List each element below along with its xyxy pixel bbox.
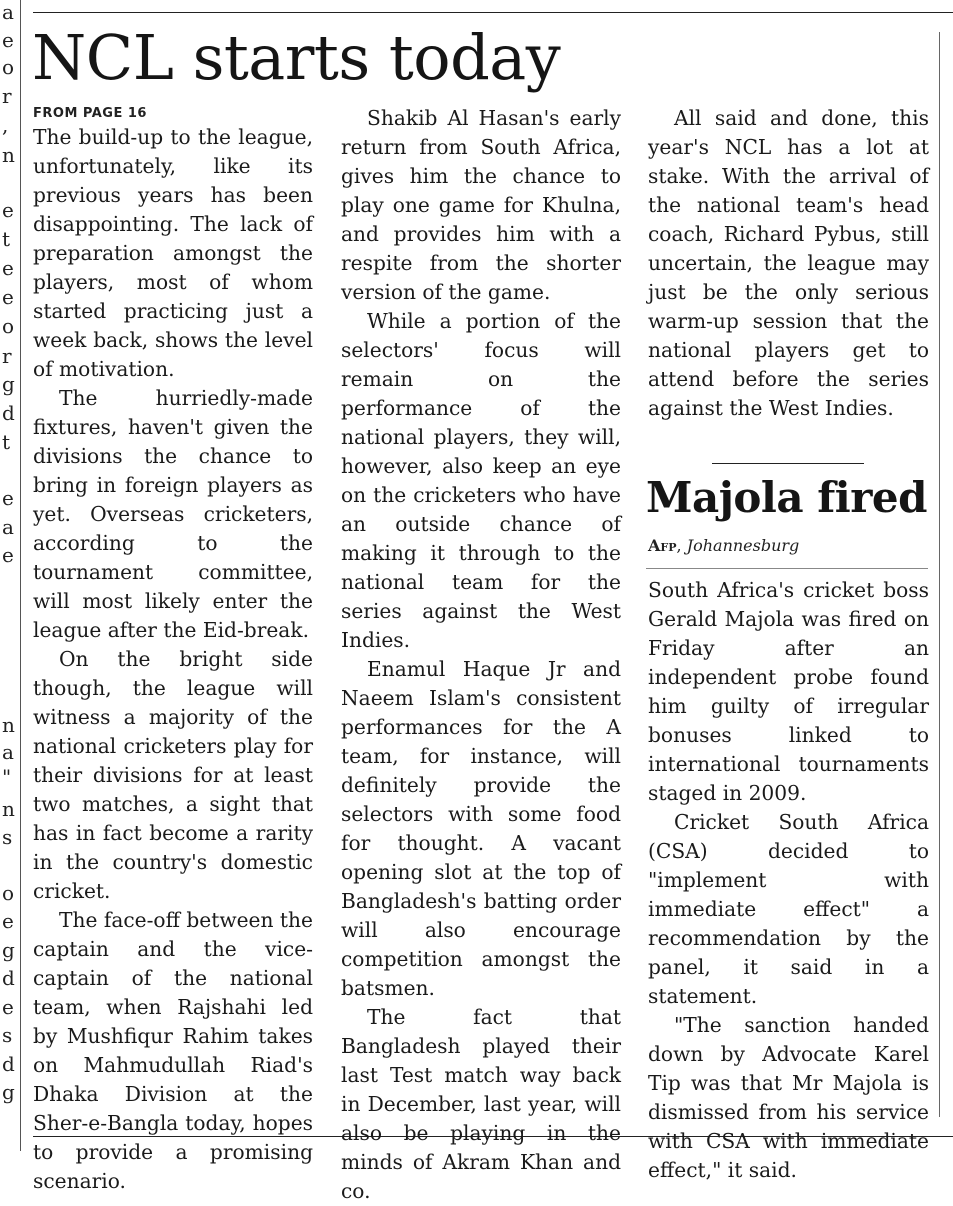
- gutter-letter: s: [2, 1023, 13, 1047]
- gutter-letter: e: [2, 486, 14, 510]
- right-edge-rule: [939, 32, 940, 1117]
- top-rule: [33, 12, 953, 13]
- brief-headline: Majola fired: [646, 473, 927, 522]
- gutter-letter: a: [2, 515, 14, 539]
- lead-paragraph-5: Shakib Al Hasan's early return from South Africa, gives him the chance to play one game for Khulna, and provides him with a respite from the shorter version of the game.: [341, 106, 621, 304]
- lead-paragraph-3: On the bright side though, the league will witness a majority of the national cricketers play for their divisions for at least two matches, a sight that has in fact become a rarity in the country's domestic cricket.: [33, 647, 313, 903]
- gutter-letter: a: [2, 0, 14, 24]
- gutter-letter: g: [2, 1080, 15, 1104]
- brief-paragraph-2: Cricket South Africa (CSA) decided to "implement with immediate effect" a recommendation by the panel, it said in a statement.: [648, 810, 929, 1008]
- lead-paragraph-9: All said and done, this year's NCL has a lot at stake. With the arrival of the national team's head coach, Richard Pybus, still uncertain, the league may just be the only serious warm-up session that the national players get to attend before the series against the West Indies.: [648, 106, 929, 420]
- column-2: [341, 104, 621, 1206]
- gutter-letter: o: [2, 881, 15, 905]
- gutter-letter: ": [2, 765, 12, 789]
- column-3: [648, 104, 929, 423]
- byline-location: Johannesburg: [686, 536, 800, 555]
- lead-paragraph-4: The face-off between the captain and the vice-captain of the national team, when Rajshahi led by Mushfiqur Rahim takes on Mahmudullah Riad's Dhaka Division at the Sher-e-Bangla today, hopes to provide a promising scenario.: [33, 908, 313, 1193]
- gutter-letter: e: [2, 28, 14, 52]
- lead-paragraph-7: Enamul Haque Jr and Naeem Islam's consistent performances for the A team, for instance, will definitely provide the selectors with some food for thought. A vacant opening slot at the top of Bangladesh's batting order will also encourage competition amongst the batsmen.: [341, 657, 621, 1000]
- gutter-letter: s: [2, 825, 13, 849]
- gutter-letter: r: [2, 84, 12, 108]
- gutter-letter: o: [2, 55, 15, 79]
- brief-paragraph-1: South Africa's cricket boss Gerald Majola was fired on Friday after an independent probe found him guilty of irregular bonuses linked to international tournaments staged in 2009.: [648, 578, 929, 805]
- gutter-letter: d: [2, 1052, 15, 1076]
- gutter-letter: ,: [2, 113, 9, 137]
- brief-column: [648, 576, 929, 1185]
- gutter-letter: t: [2, 430, 11, 454]
- column-1: [33, 123, 313, 1196]
- left-column-divider: [20, 0, 21, 1151]
- byline-rule: [646, 568, 928, 569]
- jump-line: FROM PAGE 16: [33, 106, 147, 121]
- gutter-letter: g: [2, 372, 15, 396]
- lead-paragraph-8: The fact that Bangladesh played their last Test match way back in December, last year, will also be playing in the minds of Akram Khan and co.: [341, 1005, 621, 1203]
- headline: NCL starts today: [32, 21, 561, 94]
- gutter-letter: r: [2, 344, 12, 368]
- gutter-letter: e: [2, 198, 14, 222]
- lead-paragraph-1: The build-up to the league, unfortunately, like its previous years has been disappointing. The lack of preparation amongst the players, most of whom started practicing just a week back, shows the level of motivation.: [33, 125, 313, 381]
- gutter-letter: e: [2, 285, 14, 309]
- gutter-letter: n: [2, 713, 15, 737]
- byline-agency: Afp: [648, 536, 677, 555]
- gutter-letter: e: [2, 995, 14, 1019]
- lead-paragraph-6: While a portion of the selectors' focus will remain on the performance of the national players, they will, however, also keep an eye on the cricketers who have an outside chance of making it through to the national team for the series against the West Indies.: [341, 309, 621, 652]
- gutter-letter: g: [2, 938, 15, 962]
- gutter-letter: d: [2, 401, 15, 425]
- byline: Afp, Johannesburg: [648, 536, 800, 555]
- gutter-letter: t: [2, 227, 11, 251]
- gutter-letter: e: [2, 256, 14, 280]
- story-separator: [712, 463, 864, 464]
- gutter-letter: o: [2, 314, 15, 338]
- gutter-letter: a: [2, 740, 14, 764]
- gutter-letter: e: [2, 909, 14, 933]
- gutter-letter: e: [2, 543, 14, 567]
- lead-paragraph-2: The hurriedly-made fixtures, haven't given the divisions the chance to bring in foreign players as yet. Overseas cricketers, according to the tournament committee, will most likely enter the league after the Eid-break.: [33, 386, 313, 642]
- gutter-letter: n: [2, 797, 15, 821]
- brief-paragraph-3: "The sanction handed down by Advocate Karel Tip was that Mr Majola is dismissed from his service with CSA with immediate effect," it said.: [648, 1013, 929, 1182]
- gutter-letter: d: [2, 966, 15, 990]
- gutter-letter: n: [2, 143, 15, 167]
